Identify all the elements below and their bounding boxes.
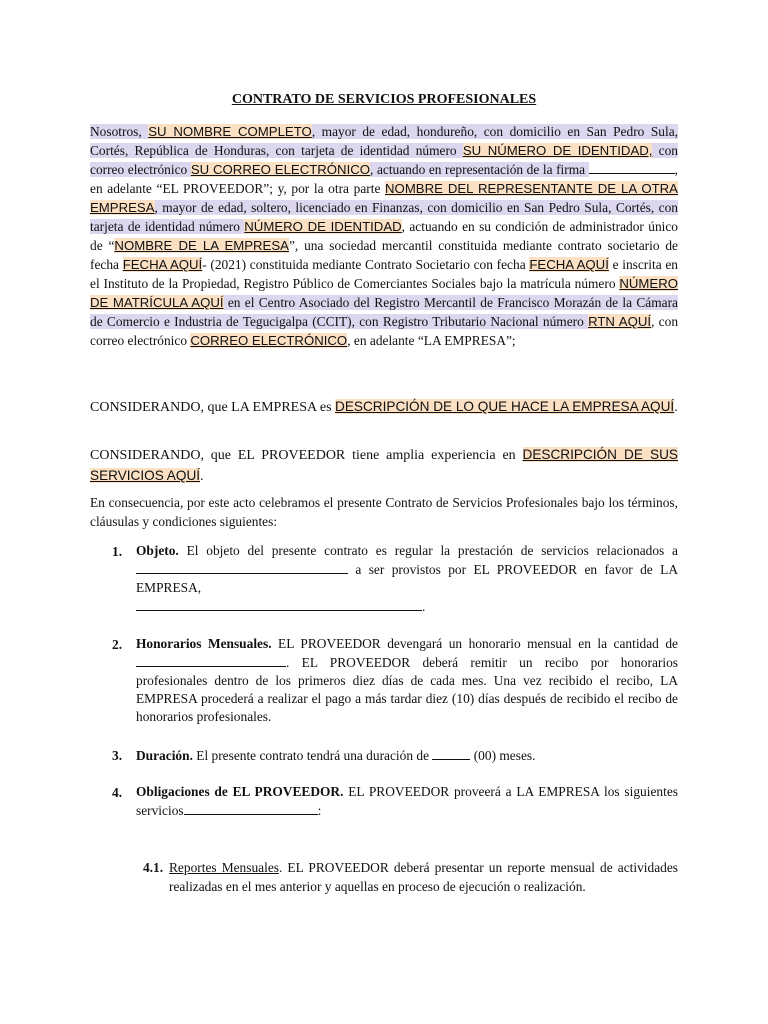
clause-heading-obligaciones: Obligaciones de EL PROVEEDOR. [136, 784, 344, 799]
clause-number-4: 4. [112, 785, 123, 800]
placeholder-empresa[interactable]: NOMBRE DE LA EMPRESA [114, 238, 289, 253]
blank-firma[interactable] [589, 160, 675, 174]
placeholder-identidad[interactable]: SU NÚMERO DE IDENTIDAD, [462, 143, 653, 158]
clause-honorarios: Honorarios Mensuales. EL PROVEEDOR devengará un honorario mensual en la cantidad de . EL PROVEEDOR deberá remitir un recibo por honorarios profesionales dentro de los primeros diez días de cada mes. Una vez recibido el recibo, LA EMPRESA procederá a realizar el pago a más tardar diez (10) días después de recibido el recibo de honorarios profesionales. [136, 636, 679, 724]
placeholder-correo-2[interactable]: CORREO ELECTRÓNICO [190, 333, 348, 348]
placeholder-rtn[interactable]: RTN AQUÍ [588, 314, 652, 329]
placeholder-fecha-1[interactable]: FECHA AQUÍ [122, 257, 203, 272]
clause-number-3: 3. [112, 748, 123, 763]
intro-text: Nosotros, SU NOMBRE COMPLETO, mayor de edad, hondureño, con domicilio en San Pedro Sula, Cortés, República de Honduras, con tarjeta de identidad número SU NÚMERO DE IDENTIDAD, con correo electrónico SU CORREO ELECTRÓNICO, actuando en representación de la firma [90, 124, 678, 177]
blank-cantidad[interactable] [136, 653, 286, 667]
blank-servicios[interactable] [136, 560, 348, 574]
considerando-2: CONSIDERANDO, que EL PROVEEDOR tiene amplia experiencia en DESCRIPCIÓN DE SUS SERVICIOS AQUÍ. [90, 447, 678, 484]
clause-heading-honorarios: Honorarios Mensuales. [136, 636, 272, 651]
placeholder-representante[interactable]: NOMBRE DEL REPRESENTANTE DE LA OTRA EMPRESA [90, 181, 678, 215]
clause-heading-reportes: Reportes Mensuales [169, 860, 279, 875]
clause-heading-objeto: Objeto. [136, 543, 179, 558]
blank-proposito[interactable] [136, 597, 422, 611]
placeholder-nombre[interactable]: SU NOMBRE COMPLETO [148, 124, 312, 139]
placeholder-descripcion-servicios[interactable]: DESCRIPCIÓN DE SUS SERVICIOS AQUÍ [90, 447, 678, 483]
placeholder-matricula[interactable]: NÚMERO DE MATRÍCULA AQUÍ [90, 276, 678, 310]
placeholder-descripcion-empresa[interactable]: DESCRIPCIÓN DE LO QUE HACE LA EMPRESA AQUÍ [335, 399, 675, 414]
clause-number-4-1: 4.1. [143, 860, 164, 875]
clause-duracion: Duración. El presente contrato tendrá una duración de (00) meses. [136, 748, 536, 763]
clause-obligaciones: Obligaciones de EL PROVEEDOR. EL PROVEEDOR proveerá a LA EMPRESA los siguientes servicios : [136, 784, 678, 818]
placeholder-identidad-2[interactable]: NÚMERO DE IDENTIDAD [244, 219, 402, 234]
placeholder-correo[interactable]: SU CORREO ELECTRÓNICO [190, 162, 371, 177]
clause-number-2: 2. [112, 637, 123, 652]
clause-objeto: Objeto. El objeto del presente contrato es regular la prestación de servicios relacionados a a ser provistos por EL PROVEEDOR en favor de LA EMPRESA, . [136, 543, 678, 614]
clause-heading-duracion: Duración. [136, 748, 193, 763]
blank-duracion[interactable] [432, 746, 470, 760]
consecuencia-paragraph: En consecuencia, por este acto celebramos el presente Contrato de Servicios Profesionales bajo los términos, cláusulas y condiciones siguientes: [90, 495, 678, 529]
clause-reportes: Reportes Mensuales. EL PROVEEDOR deberá presentar un reporte mensual de actividades realizadas en el mes anterior y aquellas en proceso de ejecución o realización. [169, 860, 679, 894]
placeholder-fecha-2[interactable]: FECHA AQUÍ [529, 257, 609, 272]
considerando-1: CONSIDERANDO, que LA EMPRESA es DESCRIPCIÓN DE LO QUE HACE LA EMPRESA AQUÍ. [90, 399, 678, 415]
clause-number-1: 1. [112, 544, 123, 559]
document-title: CONTRATO DE SERVICIOS PROFESIONALES [231, 92, 537, 107]
blank-servicios-lista[interactable] [184, 801, 318, 815]
intro-paragraph: Nosotros, SU NOMBRE COMPLETO, mayor de edad, hondureño, con domicilio en San Pedro Sula, Cortés, República de Honduras, con tarjeta de identidad número SU NÚMERO DE IDENTIDAD, con correo electrónico SU CORREO ELECTRÓNICO, actuando en representación de la firma , en adelante “EL PROVEEDOR”; y, por la otra parte NOMBRE DEL REPRESENTANTE DE LA OTRA EMPRESA, mayor de edad, soltero, licenciado en Finanzas, con domicilio en San Pedro Sula, Cortés, con tarjeta de identidad número NÚMERO DE IDENTIDAD, actuando en su condición de administrador único de “NOMBRE DE LA EMPRESA”, una sociedad mercantil constituida mediante contrato societario de fecha FECHA AQUÍ- (2021) constituida mediante Contrato Societario con fecha FECHA AQUÍ e inscrita en el Instituto de la Propiedad, Registro Público de Comerciantes Sociales bajo la matrícula número NÚMERO DE MATRÍCULA AQUÍ en el Centro Asociado del Registro Mercantil de Francisco Morazán de la Cámara de Comercio e Industria de Tegucigalpa (CCIT), con Registro Tributario Nacional número RTN AQUÍ, con correo electrónico CORREO ELECTRÓNICO, en adelante “LA EMPRESA”; [90, 124, 679, 348]
